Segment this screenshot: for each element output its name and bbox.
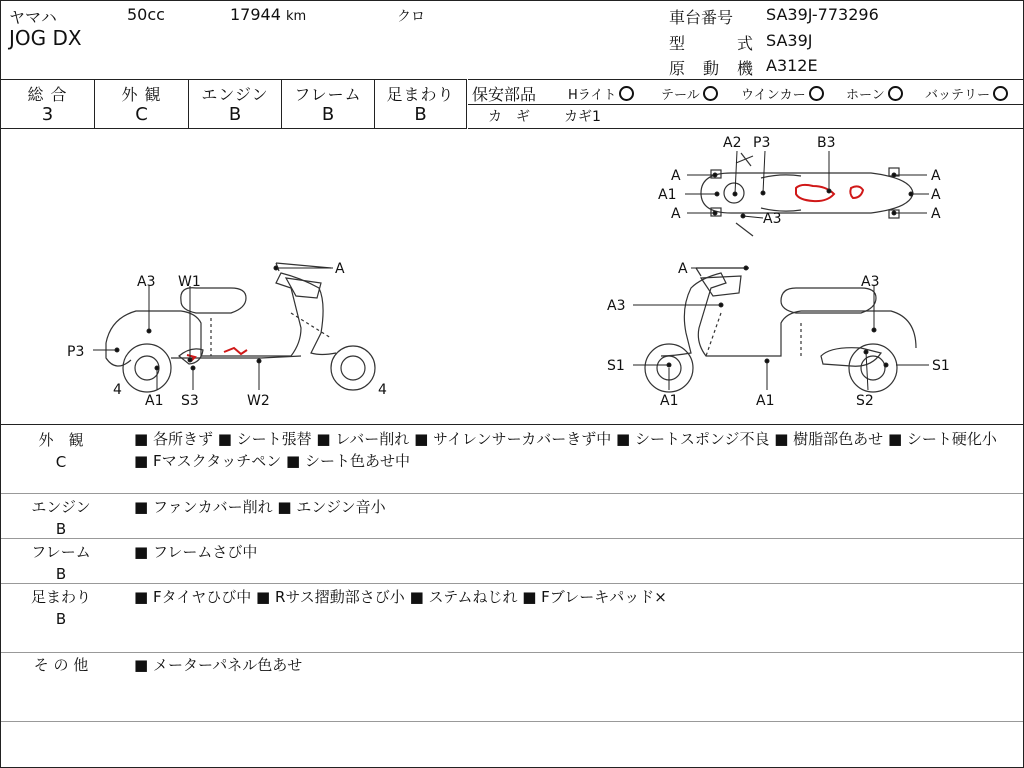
- label-w2-left: W2: [247, 393, 270, 409]
- label-a1-top: A1: [658, 187, 677, 203]
- label-a-left: A: [335, 261, 345, 277]
- displacement: 50cc: [127, 5, 165, 24]
- damage-diagram: [1, 128, 1023, 425]
- label-a-top-5: A: [931, 206, 941, 222]
- notes-exterior: 外 観 C ■ 各所きず ■ シート張替 ■ レバー削れ ■ サイレンサーカバーきず中 ■ シートスポンジ不良 ■ 樹脂部色あせ ■ シート硬化小 ■ Fマスクタッチペン ■ シート色あせ中: [1, 425, 1023, 494]
- label-a1-left: A1: [145, 393, 164, 409]
- type-label-2: 式: [737, 34, 754, 53]
- label-w1-left: W1: [178, 274, 201, 290]
- notes-exterior-text: ■ 各所きず ■ シート張替 ■ レバー削れ ■ サイレンサーカバーきず中 ■ シートスポンジ不良 ■ 樹脂部色あせ ■ シート硬化小 ■ Fマスクタッチペン ■ シート色あせ中: [134, 430, 997, 470]
- mileage: 17944 km: [230, 5, 307, 24]
- label-a2-top: A2: [723, 135, 742, 151]
- frame-no-label: 車台番号: [669, 8, 734, 27]
- label-a3-right-front: A3: [607, 298, 626, 314]
- label-4-left-rear: 4: [378, 382, 387, 398]
- engine-label-3: 機: [737, 59, 754, 78]
- type-label: 型: [669, 34, 686, 53]
- color: クロ: [397, 9, 425, 25]
- label-a3-left: A3: [137, 274, 156, 290]
- grade-engine: エンジン B: [189, 80, 282, 128]
- label-a-top-4: A: [931, 187, 941, 203]
- label-s3-left: S3: [181, 393, 199, 409]
- grade-overall: 総 合 3: [1, 80, 95, 128]
- engine-label-2: 動: [703, 59, 720, 78]
- notes-engine: エンジン B ■ ファンカバー削れ ■ エンジン音小: [1, 494, 1023, 539]
- grade-suspension: 足まわり B: [375, 80, 467, 128]
- key-label: カ ギ: [488, 109, 530, 125]
- notes-suspension-text: ■ Fタイヤひび中 ■ Rサス摺動部さび小 ■ ステムねじれ ■ Fブレーキパッド×: [134, 588, 667, 606]
- label-s1-right-rear: S1: [932, 358, 950, 374]
- label-a-top-1: A: [671, 168, 681, 184]
- notes-other-text: ■ メーターパネル色あせ: [134, 656, 303, 674]
- engine-model: A312E: [766, 56, 818, 75]
- grade-exterior: 外 観 C: [95, 80, 189, 128]
- label-s2-right: S2: [856, 393, 874, 409]
- notes-frame: フレーム B ■ フレームさび中: [1, 539, 1023, 584]
- scooter-diagram-svg: [1, 128, 1023, 424]
- label-4-left-front: 4: [113, 382, 122, 398]
- label-s1-right-front: S1: [607, 358, 625, 374]
- safety-parts: [468, 79, 1023, 129]
- label-a-right: A: [678, 261, 688, 277]
- safety-battery: バッテリー: [925, 84, 1008, 103]
- diagram-labels: [67, 135, 950, 409]
- key-value: カギ1: [564, 109, 601, 125]
- label-a-top-3: A: [931, 168, 941, 184]
- vehicle-header: [1, 1, 1023, 79]
- label-a3-top: A3: [763, 211, 782, 227]
- safety-headlight: Hライト: [568, 84, 634, 103]
- label-b3-top: B3: [817, 135, 836, 151]
- label-a-top-2: A: [671, 206, 681, 222]
- label-a1-right-front: A1: [660, 393, 679, 409]
- notes-other: そ の 他 ■ メーターパネル色あせ: [1, 653, 1023, 722]
- safety-horn: ホーン: [846, 84, 903, 103]
- safety-tail: テール: [661, 84, 718, 103]
- notes-frame-text: ■ フレームさび中: [134, 543, 258, 561]
- label-p3-top: P3: [753, 135, 771, 151]
- label-a3-right-rear: A3: [861, 274, 880, 290]
- maker: ヤマハ: [9, 8, 57, 27]
- label-a1-right-mid: A1: [756, 393, 775, 409]
- grade-frame: フレーム B: [282, 80, 375, 128]
- engine-label: 原: [669, 59, 686, 78]
- model-name: JOG DX: [9, 26, 82, 50]
- frame-no: SA39J-773296: [766, 5, 879, 24]
- notes-suspension: 足まわり B ■ Fタイヤひび中 ■ Rサス摺動部さび小 ■ ステムねじれ ■ Fブレーキパッド×: [1, 584, 1023, 653]
- grade-table: [1, 79, 467, 129]
- notes-engine-text: ■ ファンカバー削れ ■ エンジン音小: [134, 498, 386, 516]
- type-value: SA39J: [766, 31, 813, 50]
- label-p3-left: P3: [67, 344, 85, 360]
- safety-winker: ウインカー: [741, 84, 824, 103]
- safety-title: 保安部品: [472, 85, 537, 104]
